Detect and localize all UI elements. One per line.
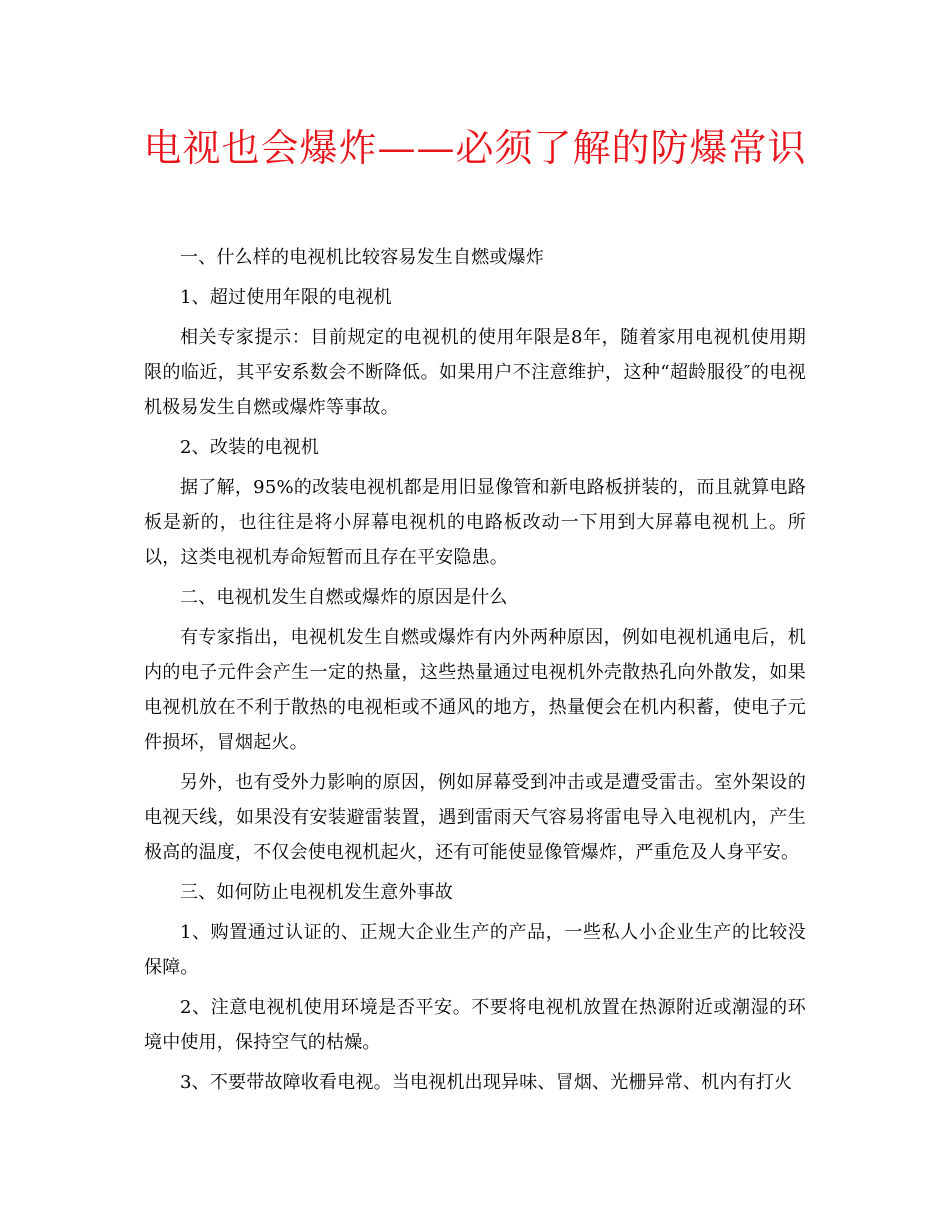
subheading-1-2: 2、改装的电视机	[180, 437, 320, 458]
document-title: 电视也会爆炸——必须了解的防爆常识	[143, 126, 807, 170]
document-body	[144, 240, 806, 1105]
paragraph: 另外，也有受外力影响的原因，例如屏幕受到冲击或是遭受雷击。室外架设的电视天线，如果没有安装避雷装置，遇到雷雨天气容易将雷电导入电视机内，产生极高的温度，不仅会使电视机起火，还有可能使显像管爆炸，严重危及人身平安。	[144, 772, 806, 863]
heading-section-2: 二、电视机发生自燃或爆炸的原因是什么	[180, 587, 508, 608]
subheading-1-1: 1、超过使用年限的电视机	[180, 287, 392, 308]
list-item: 3、不要带故障收看电视。当电视机出现异味、冒烟、光栅异常、机内有打火	[180, 1072, 793, 1093]
list-item: 1、购置通过认证的、正规大企业生产的产品，一些私人小企业生产的比较没保障。	[144, 922, 806, 978]
paragraph: 据了解，95%的改装电视机都是用旧显像管和新电路板拼装的，而且就算电路板是新的，也往往是将小屏幕电视机的电路板改动一下用到大屏幕电视机上。所以，这类电视机寿命短暂而且存在平安隐患。	[144, 477, 806, 568]
paragraph: 相关专家提示：目前规定的电视机的使用年限是8年，随着家用电视机使用期限的临近，其平安系数会不断降低。如果用户不注意维护，这种“超龄服役″的电视机极易发生自燃或爆炸等事故。	[144, 327, 806, 418]
list-item: 2、注意电视机使用环境是否平安。不要将电视机放置在热源附近或潮湿的环境中使用，保持空气的枯燥。	[144, 997, 806, 1053]
heading-section-1: 一、什么样的电视机比较容易发生自燃或爆炸	[180, 247, 544, 268]
heading-section-3: 三、如何防止电视机发生意外事故	[180, 882, 453, 903]
paragraph: 有专家指出，电视机发生自燃或爆炸有内外两种原因，例如电视机通电后，机内的电子元件会产生一定的热量，这些热量通过电视机外壳散热孔向外散发，如果电视机放在不利于散热的电视柜或不通风的地方，热量便会在机内积蓄，使电子元件损坏，冒烟起火。	[144, 627, 806, 753]
